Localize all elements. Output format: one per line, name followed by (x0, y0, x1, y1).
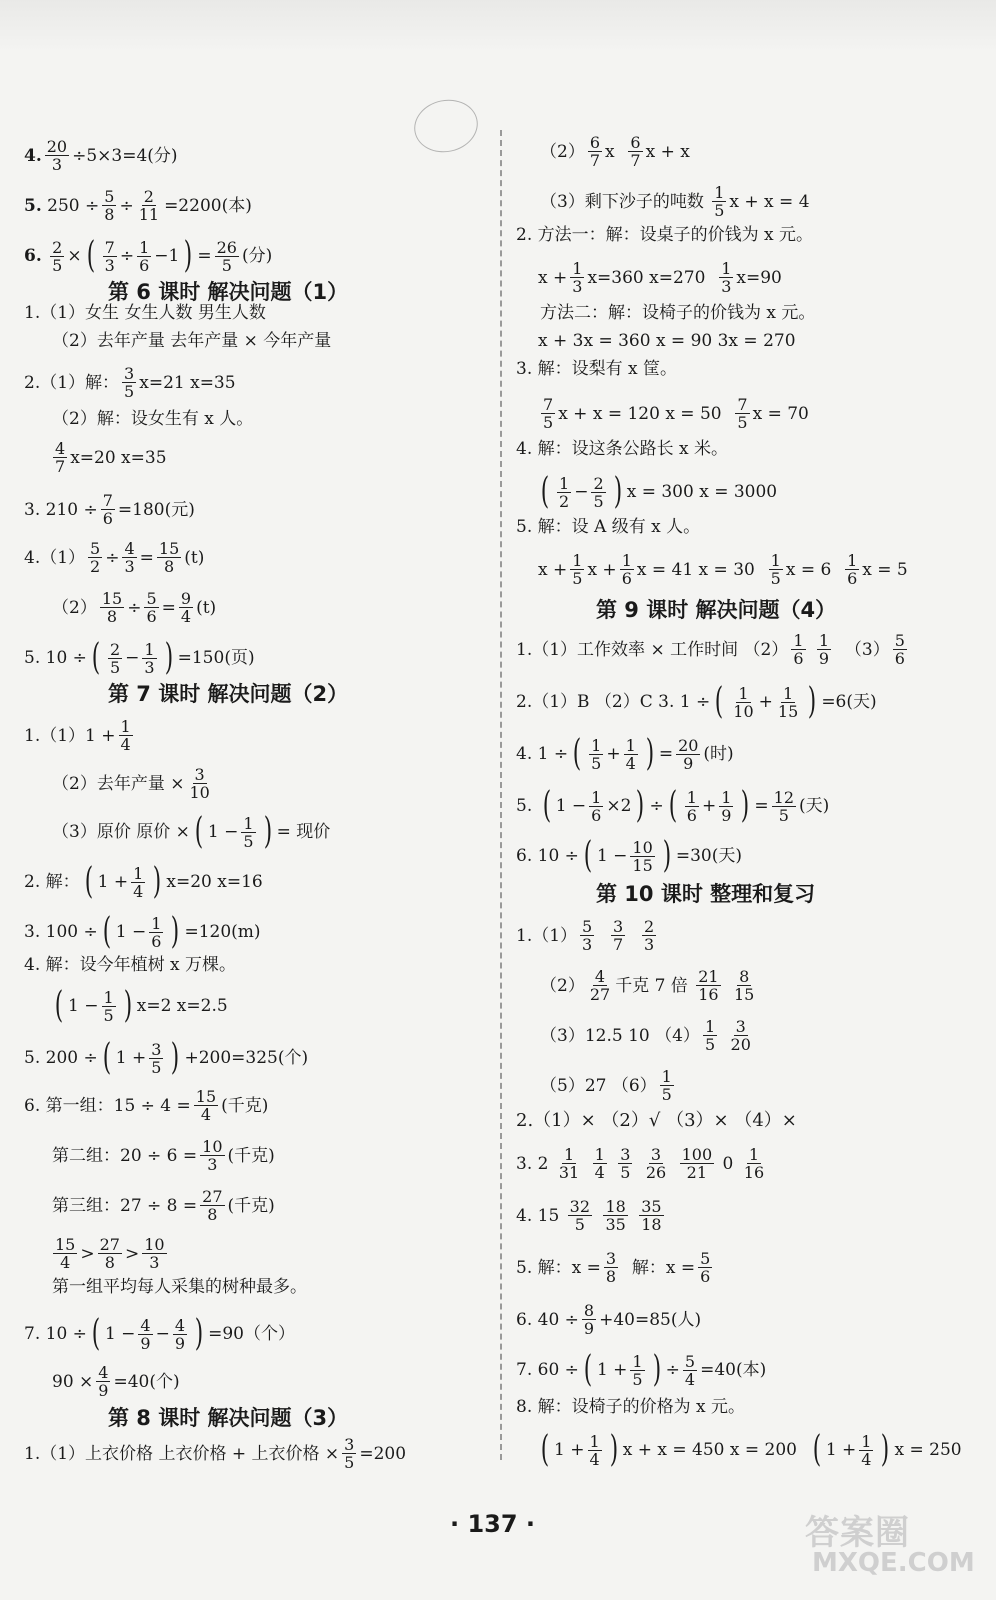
left-line (24, 1436, 406, 1471)
fraction: $\frac{1}{10}$ (733, 683, 754, 721)
fraction: $\frac{3}{5}$ (151, 1039, 162, 1077)
fraction: $\frac{1}{4}$ (861, 1431, 872, 1469)
operator: − (155, 1324, 170, 1344)
left-line (24, 718, 136, 753)
item-number: 5. (24, 195, 42, 216)
fraction: $\frac{1}{4}$ (594, 1145, 605, 1182)
right-line: （2） $\frac{6}{7}$ x $\frac{6}{7}$ x + x (540, 133, 690, 170)
fraction: $\frac{32}{5}$ (569, 1197, 591, 1234)
expression: x + (587, 559, 617, 580)
expression: 4. 1 ÷ (516, 744, 569, 764)
expression: x=20 x=35 (70, 447, 167, 468)
result: =40(本) (700, 1360, 767, 1380)
expression: x=360 x=270 (587, 267, 706, 288)
left-line: ( 1 − $\frac{1}{5}$ ) x=2 x=2.5 (54, 985, 228, 1026)
operator: = (161, 597, 176, 618)
operator: − (125, 648, 140, 668)
expression: 4.（1） (24, 547, 86, 568)
expression: 1 + (596, 1360, 628, 1380)
expression: 5. 10 ÷ (24, 648, 87, 668)
right-line: 6. 10 ÷ ( 1 − $\frac{10}{15}$ ) =30(天) (516, 835, 742, 876)
fraction: $\frac{15}{8}$ (101, 589, 123, 626)
right-line: 5. ( 1 − $\frac{1}{6}$ ×2 ) ÷ ( $\frac{1}{6}$ + $\frac{1}{9}$ ) = $\frac{12}{5}$ (天) (516, 785, 830, 826)
result: = 现价 (276, 822, 331, 842)
fraction: $\frac{10}{3}$ (144, 1235, 165, 1272)
left-line: 5. 10 ÷ ( $\frac{2}{5}$ − $\frac{1}{3}$ ) =150(页) (24, 637, 255, 678)
fraction: $\frac{3}{10}$ (189, 765, 210, 802)
expression: 5. 解：x = (516, 1257, 601, 1278)
expression: （2）去年产量 × (52, 773, 185, 794)
expression: x=90 (736, 267, 782, 288)
expression: 250 ÷ (47, 195, 100, 216)
fraction: $\frac{7}{6}$ (102, 491, 113, 528)
left-line: （2）解：设女生有 x 人。 (52, 409, 254, 429)
right-line (538, 260, 782, 295)
left-line-2 (24, 188, 252, 223)
result: =6(天) (821, 692, 877, 712)
right-line: 2. 方法一：解：设桌子的价钱为 x 元。 (516, 225, 814, 245)
expression: ×2 (606, 796, 632, 816)
left-line: 1.（1）女生 女生人数 男生人数 (24, 303, 266, 323)
fraction: $\frac{2}{3}$ (644, 917, 655, 954)
fraction: $\frac{26}{5}$ (216, 237, 237, 275)
expression: ÷5×3=4(分) (72, 145, 178, 166)
fraction: $\frac{5}{6}$ (700, 1249, 711, 1286)
fraction: $\frac{1}{6}$ (139, 237, 150, 275)
fraction: $\frac{3}{5}$ (620, 1145, 631, 1182)
expression: 1.（1）工作效率 × 工作时间 （2） (516, 639, 789, 660)
left-line: $\frac{15}{4}$ > $\frac{27}{8}$ > $\frac{10}{3}$ (55, 1235, 165, 1272)
fraction: $\frac{12}{5}$ (773, 787, 795, 825)
operator: + (606, 744, 621, 764)
expression: 1 − (115, 922, 147, 942)
expression: （2） (540, 141, 585, 162)
unit: (千克) (227, 1145, 275, 1166)
unit: (千克) (227, 1195, 275, 1216)
expression: 第三组：27 ÷ 8 = (52, 1195, 198, 1216)
expression: −1 (154, 246, 180, 266)
expression: 6. 第一组：15 ÷ 4 = (24, 1095, 191, 1116)
expression: 1 − (104, 1324, 136, 1344)
expression: 90 × (52, 1371, 94, 1392)
expression: 1 + (115, 1048, 147, 1068)
left-line: （2）去年产量 去年产量 × 今年产量 (52, 331, 332, 351)
right-line (540, 1018, 756, 1053)
left-line (24, 492, 195, 527)
fraction: $\frac{3}{8}$ (605, 1249, 617, 1286)
fraction: $\frac{20}{9}$ (678, 735, 699, 773)
fraction: $\frac{5}{6}$ (894, 631, 905, 668)
result: +40=85(人) (599, 1309, 702, 1330)
right-line: 7. 60 ÷ ( 1 + $\frac{1}{5}$ ) ÷ $\frac{5}{4}$ =40(本) (516, 1349, 767, 1390)
result: x=20 x=16 (166, 872, 263, 892)
left-line: 5. 200 ÷ ( 1 + $\frac{3}{5}$ ) +200=325(个) (24, 1037, 309, 1078)
left-line (52, 1364, 180, 1399)
expression: （3） (844, 639, 890, 660)
expression: 1.（1） (516, 925, 578, 946)
fraction: $\frac{1}{6}$ (847, 551, 858, 588)
fraction: $\frac{35}{18}$ (641, 1197, 662, 1234)
operator: × (67, 246, 82, 266)
fraction: $\frac{1}{5}$ (770, 551, 781, 588)
expression: 1 + (825, 1440, 857, 1460)
left-line (52, 766, 215, 801)
fraction: $\frac{1}{6}$ (686, 787, 697, 825)
fraction: $\frac{1}{3}$ (721, 259, 732, 296)
expression: x=21 x=35 (139, 372, 236, 393)
fraction: $\frac{1}{9}$ (721, 787, 732, 825)
fraction: $\frac{4}{7}$ (55, 439, 66, 476)
left-line-1 (24, 138, 178, 173)
operator: + (758, 692, 773, 712)
fraction: $\frac{15}{8}$ (158, 539, 180, 576)
fraction: $\frac{1}{3}$ (572, 259, 583, 296)
operator: = (197, 246, 212, 266)
fraction: $\frac{1}{5}$ (591, 735, 602, 773)
expression: 5. 200 ÷ (24, 1048, 98, 1068)
fraction: $\frac{27}{8}$ (99, 1235, 120, 1272)
result: =30(天) (675, 846, 742, 866)
right-line (540, 184, 810, 219)
left-line (50, 440, 167, 475)
fraction: $\frac{6}{7}$ (589, 133, 601, 170)
fraction: $\frac{3}{5}$ (344, 1435, 355, 1472)
result: =90（个） (208, 1324, 295, 1344)
left-line (52, 1138, 275, 1173)
expression: x = 41 x = 30 (636, 559, 755, 580)
expression: x + (538, 559, 568, 580)
right-line: 2.（1）× （2）√ （3）× （4）× (516, 1110, 797, 1131)
fraction: $\frac{21}{16}$ (698, 967, 719, 1004)
right-line: 5. 解：设 A 级有 x 人。 (516, 517, 701, 537)
section-title-10: 第 10 课时 整理和复习 (596, 882, 816, 906)
result: x=2 x=2.5 (136, 996, 228, 1016)
expression: x + x = 4 (729, 191, 810, 212)
fraction: $\frac{1}{4}$ (120, 717, 131, 754)
expression: x = 6 (785, 559, 832, 580)
expression: 1 − (207, 822, 239, 842)
operator: ÷ (127, 597, 142, 618)
result: =180(元) (117, 499, 195, 520)
right-line (516, 1250, 715, 1285)
section-title-8: 第 8 课时 解决问题（3） (108, 1406, 349, 1430)
expression: x = 300 x = 3000 (626, 482, 778, 502)
fraction: $\frac{8}{15}$ (733, 967, 755, 1004)
right-line (516, 1302, 701, 1337)
left-line (52, 590, 216, 625)
left-line: 4. 解：设今年植树 x 万棵。 (24, 955, 237, 975)
fraction: $\frac{5}{3}$ (582, 917, 593, 954)
fraction: $\frac{1}{2}$ (559, 473, 570, 511)
operator: + (701, 796, 717, 816)
fraction: $\frac{2}{11}$ (138, 187, 160, 224)
expression: 2. 解： (24, 872, 80, 892)
right-line: 3. 解：设梨有 x 筐。 (516, 359, 678, 379)
watermark-url: MXQE.COM (812, 1548, 975, 1578)
expression: 千克 7 倍 (615, 975, 688, 996)
fraction: $\frac{1}{4}$ (589, 1431, 600, 1469)
right-line: 2.（1）B （2）C 3. 1 ÷ ( $\frac{1}{10}$ + $\frac{1}{15}$ ) =6(天) (516, 681, 877, 722)
expression: （5）27 （6） (540, 1075, 657, 1096)
expression: （3）剩下沙子的吨数 (540, 191, 704, 212)
fraction: $\frac{5}{6}$ (146, 589, 157, 626)
fraction: $\frac{1}{3}$ (144, 639, 155, 677)
unit: (时) (703, 744, 734, 764)
right-line (540, 1068, 677, 1103)
right-line (516, 1146, 769, 1181)
watermark-logo: 答案圈 (805, 1513, 910, 1553)
fraction: $\frac{8}{9}$ (583, 1301, 595, 1338)
left-line: （3）原价 原价 × ( 1 − $\frac{1}{5}$ ) = 现价 (52, 811, 331, 852)
section-title-6: 第 6 课时 解决问题（1） (108, 280, 349, 304)
expression: x + (538, 267, 568, 288)
operator: = (754, 796, 769, 816)
expression: 1 − (596, 846, 628, 866)
fraction: $\frac{1}{9}$ (818, 631, 830, 668)
operator: ÷ (105, 547, 120, 568)
fraction: $\frac{2}{5}$ (109, 639, 121, 677)
expression: 3. 210 ÷ (24, 499, 98, 520)
right-line (540, 968, 759, 1003)
expression: （3）原价 原价 × (52, 822, 190, 842)
fraction: $\frac{4}{27}$ (589, 967, 611, 1004)
result: +200=325(个) (184, 1048, 309, 1068)
expression: x + x (645, 141, 690, 162)
fraction: $\frac{1}{4}$ (133, 863, 144, 901)
stamp-seal (409, 94, 482, 158)
fraction: $\frac{3}{20}$ (730, 1017, 751, 1054)
fraction: $\frac{5}{8}$ (104, 187, 115, 224)
fraction: $\frac{1}{5}$ (632, 1351, 643, 1389)
fraction: $\frac{6}{7}$ (630, 133, 641, 170)
unit: (分) (241, 246, 273, 266)
expression: 1.（1）上衣价格 上衣价格 + 上衣价格 × (24, 1443, 340, 1464)
operator: = (658, 744, 674, 764)
operator: = (139, 547, 154, 568)
fraction: $\frac{1}{15}$ (777, 683, 799, 721)
result: =200 (359, 1443, 407, 1464)
unit: (天) (799, 796, 830, 816)
fraction: $\frac{1}{5}$ (572, 551, 583, 588)
column-divider (500, 130, 502, 1460)
expression: 7. 60 ÷ (516, 1360, 579, 1380)
fraction: $\frac{4}{9}$ (140, 1315, 151, 1353)
fraction: $\frac{1}{6}$ (793, 631, 804, 668)
fraction: $\frac{7}{3}$ (104, 237, 115, 275)
operator: ÷ (119, 246, 135, 266)
expression: 1 + (97, 872, 129, 892)
expression: x = 70 (752, 403, 809, 424)
fraction: $\frac{9}{4}$ (180, 589, 192, 626)
item-number: 6. (24, 246, 42, 266)
fraction: $\frac{1}{5}$ (103, 987, 114, 1025)
fraction: $\frac{27}{8}$ (202, 1187, 223, 1224)
expression: x = 250 (894, 1440, 962, 1460)
expression: 3. 2 (516, 1153, 549, 1174)
result: =150(页) (177, 648, 255, 668)
expression: 3. 100 ÷ (24, 922, 98, 942)
expression: x + x = 450 x = 200 (622, 1440, 797, 1460)
fraction: $\frac{1}{6}$ (621, 551, 632, 588)
section-title-9: 第 9 课时 解决问题（4） (596, 598, 837, 622)
fraction: $\frac{5}{2}$ (90, 539, 101, 576)
expression: 7. 10 ÷ (24, 1324, 87, 1344)
left-line (24, 540, 204, 575)
expression: 第二组：20 ÷ 6 = (52, 1145, 198, 1166)
right-line: ( $\frac{1}{2}$ − $\frac{2}{5}$ ) x = 300 x = 3000 (540, 471, 778, 512)
right-line: x + 3x = 360 x = 90 3x = 270 (538, 331, 796, 351)
right-line (516, 918, 659, 953)
right-line: 4. 1 ÷ ( $\frac{1}{5}$ + $\frac{1}{4}$ ) = $\frac{20}{9}$ (时) (516, 733, 734, 774)
expression: 1 − (68, 996, 99, 1016)
fraction: $\frac{100}{21}$ (681, 1145, 713, 1182)
left-line: 第一组平均每人采集的树种最多。 (52, 1277, 307, 1297)
fraction: $\frac{1}{5}$ (714, 183, 725, 220)
fraction: $\frac{1}{5}$ (704, 1017, 716, 1054)
left-line (52, 1188, 275, 1223)
expression: 解：x = (631, 1257, 696, 1278)
expression: 6. 10 ÷ (516, 846, 579, 866)
expression: 1 − (555, 796, 587, 816)
fraction: $\frac{1}{6}$ (151, 913, 162, 951)
left-line (24, 365, 236, 400)
section-title-7: 第 7 课时 解决问题（2） (108, 682, 349, 706)
item-number: 5. (516, 796, 533, 816)
expression: x + x = 120 x = 50 (558, 403, 722, 424)
operator: ÷ (119, 195, 134, 216)
expression: （3）12.5 10 （4） (540, 1025, 700, 1046)
fraction: $\frac{1}{5}$ (661, 1067, 672, 1104)
unit: (t) (196, 597, 217, 618)
page-number: · 137 · (450, 1510, 536, 1538)
expression: 0 (722, 1153, 734, 1174)
right-line: 4. 解：设这条公路长 x 米。 (516, 439, 729, 459)
expression: 1 + (554, 1440, 585, 1460)
expression: 4. 15 (516, 1205, 560, 1226)
left-line: 3. 100 ÷ ( 1 − $\frac{1}{6}$ ) =120(m) (24, 911, 261, 952)
fraction: $\frac{18}{35}$ (605, 1197, 626, 1234)
expression: 2.（1）B （2）C 3. 1 ÷ (516, 692, 711, 712)
scan-top-edge (0, 0, 996, 52)
fraction: $\frac{4}{3}$ (124, 539, 135, 576)
right-line (516, 632, 910, 667)
item-number: 4. (24, 145, 42, 166)
fraction: $\frac{1}{16}$ (743, 1145, 765, 1182)
operator: − (574, 482, 589, 502)
fraction: $\frac{3}{7}$ (613, 917, 624, 954)
fraction: $\frac{10}{3}$ (202, 1137, 223, 1174)
fraction: $\frac{20}{3}$ (46, 137, 68, 174)
right-line: ( 1 + $\frac{1}{4}$ ) x + x = 450 x = 200 ( 1 + $\frac{1}{4}$ ) x = 250 (540, 1429, 962, 1470)
left-line: 7. 10 ÷ ( 1 − $\frac{4}{9}$ − $\frac{4}{9}$ ) =90（个） (24, 1313, 295, 1354)
fraction: $\frac{1}{4}$ (625, 735, 636, 773)
left-line: 2. 解： ( 1 + $\frac{1}{4}$ ) x=20 x=16 (24, 861, 263, 902)
result: =2200(本) (164, 195, 252, 216)
right-line (538, 396, 809, 431)
right-line (516, 1198, 667, 1233)
fraction: $\frac{4}{9}$ (98, 1363, 109, 1400)
fraction: $\frac{2}{5}$ (593, 473, 604, 511)
operator: ÷ (665, 1360, 680, 1380)
expression: （2） (540, 975, 585, 996)
fraction: $\frac{1}{31}$ (558, 1145, 580, 1182)
left-line-3: 6. $\frac{2}{5}$ × ( $\frac{7}{3}$ ÷ $\frac{1}{6}$ −1 ) = $\frac{26}{5}$ (分) (24, 235, 273, 276)
right-line: 8. 解：设椅子的价格为 x 元。 (516, 1397, 746, 1417)
fraction: $\frac{5}{4}$ (684, 1351, 696, 1389)
fraction: $\frac{7}{5}$ (543, 395, 554, 432)
unit: (t) (184, 547, 205, 568)
fraction: $\frac{3}{5}$ (124, 364, 135, 401)
right-line: 方法二：解：设椅子的价钱为 x 元。 (540, 303, 816, 323)
expression: x = 5 (862, 559, 908, 580)
result: =40(个) (113, 1371, 180, 1392)
fraction: $\frac{7}{5}$ (737, 395, 748, 432)
right-line (538, 552, 908, 587)
result: =120(m) (184, 922, 261, 942)
expression: 2.（1）解： (24, 372, 120, 393)
unit: (千克) (221, 1095, 269, 1116)
left-line (24, 1088, 268, 1123)
fraction: $\frac{3}{26}$ (645, 1145, 667, 1182)
expression: 1.（1）1 + (24, 725, 116, 746)
fraction: $\frac{4}{9}$ (174, 1315, 186, 1353)
fraction: $\frac{15}{4}$ (195, 1087, 217, 1124)
operator: ÷ (649, 796, 664, 816)
expression: （2） (52, 597, 97, 618)
fraction: $\frac{10}{15}$ (632, 837, 653, 875)
fraction: $\frac{2}{5}$ (52, 237, 63, 275)
expression: 6. 40 ÷ (516, 1309, 579, 1330)
fraction: $\frac{1}{6}$ (591, 787, 602, 825)
fraction: $\frac{15}{4}$ (55, 1235, 76, 1272)
fraction: $\frac{1}{5}$ (243, 813, 254, 851)
